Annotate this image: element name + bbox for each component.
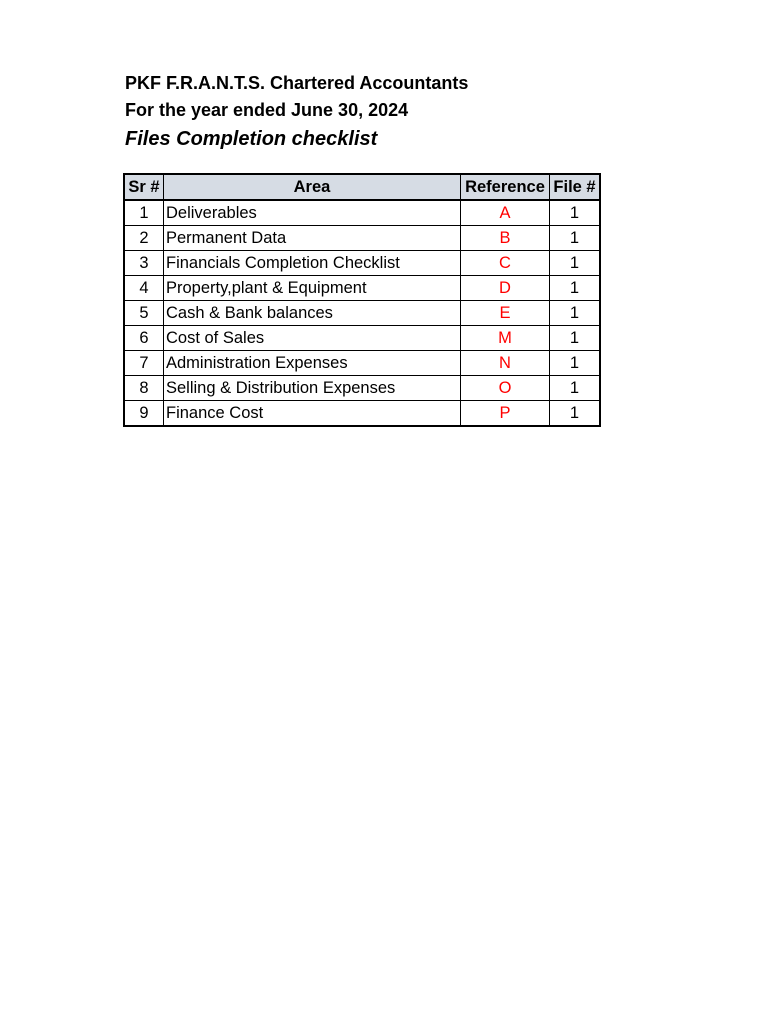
cell-reference: E — [461, 301, 550, 326]
cell-file: 1 — [550, 351, 601, 376]
cell-file: 1 — [550, 226, 601, 251]
cell-area: Cash & Bank balances — [164, 301, 461, 326]
cell-file: 1 — [550, 401, 601, 427]
cell-area: Administration Expenses — [164, 351, 461, 376]
cell-area: Selling & Distribution Expenses — [164, 376, 461, 401]
table-row — [124, 251, 600, 276]
checklist-title: Files Completion checklist — [125, 128, 378, 150]
table-header — [124, 174, 600, 200]
cell-area: Financials Completion Checklist — [164, 251, 461, 276]
table-row — [124, 326, 600, 351]
cell-file: 1 — [550, 376, 601, 401]
cell-area: Deliverables — [164, 200, 461, 226]
checklist-table — [123, 173, 601, 427]
table-row — [124, 351, 600, 376]
cell-reference: A — [461, 200, 550, 226]
cell-sr: 1 — [124, 200, 164, 226]
cell-sr: 7 — [124, 351, 164, 376]
cell-sr: 9 — [124, 401, 164, 427]
cell-reference: P — [461, 401, 550, 427]
cell-area: Permanent Data — [164, 226, 461, 251]
firm-name: PKF F.R.A.N.T.S. Chartered Accountants — [125, 73, 469, 93]
cell-file: 1 — [550, 326, 601, 351]
column-header-reference: Reference — [461, 174, 550, 200]
table-body — [124, 200, 600, 426]
table-row — [124, 301, 600, 326]
cell-file: 1 — [550, 301, 601, 326]
cell-reference: D — [461, 276, 550, 301]
column-header-area: Area — [164, 174, 461, 200]
cell-sr: 2 — [124, 226, 164, 251]
cell-reference: M — [461, 326, 550, 351]
cell-reference: C — [461, 251, 550, 276]
cell-area: Property,plant & Equipment — [164, 276, 461, 301]
cell-sr: 8 — [124, 376, 164, 401]
column-header-file: File # — [550, 174, 601, 200]
period-line: For the year ended June 30, 2024 — [125, 100, 409, 120]
table-row — [124, 376, 600, 401]
header-row — [124, 174, 600, 200]
cell-reference: N — [461, 351, 550, 376]
table-row — [124, 200, 600, 226]
table-row — [124, 226, 600, 251]
column-header-sr: Sr # — [124, 174, 164, 200]
cell-sr: 4 — [124, 276, 164, 301]
cell-file: 1 — [550, 200, 601, 226]
cell-sr: 3 — [124, 251, 164, 276]
cell-area: Finance Cost — [164, 401, 461, 427]
cell-reference: O — [461, 376, 550, 401]
cell-reference: B — [461, 226, 550, 251]
table-row — [124, 276, 600, 301]
cell-area: Cost of Sales — [164, 326, 461, 351]
cell-sr: 5 — [124, 301, 164, 326]
cell-file: 1 — [550, 276, 601, 301]
table-row — [124, 401, 600, 427]
cell-file: 1 — [550, 251, 601, 276]
cell-sr: 6 — [124, 326, 164, 351]
document-header — [125, 70, 468, 154]
